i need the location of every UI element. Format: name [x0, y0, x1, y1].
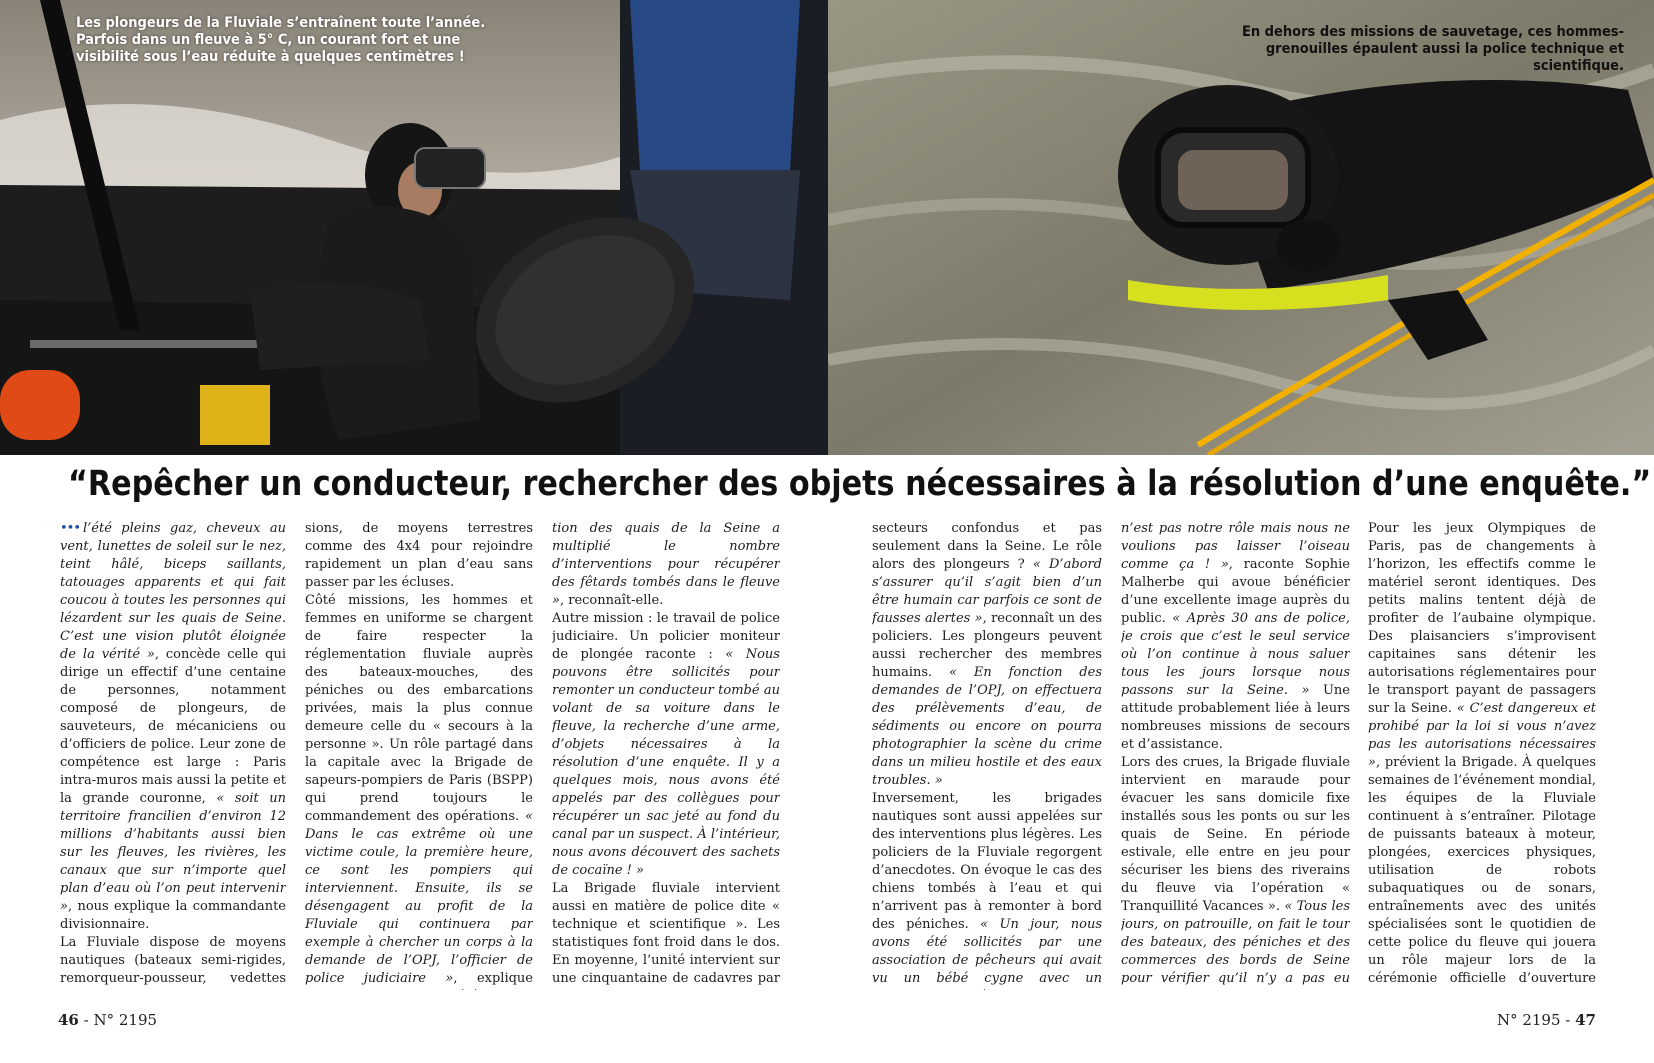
body-text: , explique	[453, 971, 533, 986]
body-text: Autre mission : le travail de police judiciaire. Un policier moniteur de plongée raconte :	[552, 611, 780, 662]
quote-text: « Nous pouvons être sollicités pour remonter un conducteur tombé au volant de sa voiture dans le fleuve, la recherche d’une arme, d’objets nécessaires à la résolution d’une enquête. Il y a quelques mois, nous avons été appelés par des collègues pour récupérer un sac jeté au fond du canal par un suspect. À l’intérieur, nous avons découvert des sachets de cocaïne ! »	[552, 647, 780, 878]
photo-caption-right: En dehors des missions de sauvetage, ces hommes-grenouilles épaulent aussi la police technique et scientifique.	[1241, 24, 1624, 74]
paragraph: La Brigade fluviale intervient aussi en matière de police dite « technique et scientifique ». Les statistiques font froid dans le dos. En moyenne, l’unité intervient sur une cinquantaine de cadavres par	[552, 881, 780, 986]
page-folio-left	[58, 1011, 157, 1029]
article-column-1	[60, 520, 286, 990]
quote-text: « C’est dangereux et prohibé par la loi si vous n’avez pas les autorisations nécessaires »	[1368, 701, 1596, 770]
paragraph	[552, 520, 780, 610]
quote-text: « Tous les jours, on patrouille, on fait le tour des bateaux, des péniches et des commerces des bords de Seine pour vérifier qu’il n’y a pas eu	[1121, 899, 1350, 986]
body-text: , concède celle qui dirige un effectif d’une centaine de personnes, notamment composé de plongeurs, de sauveteurs, de mécaniciens ou d’officiers de police. Leur zone de compétence est large : Paris intra-muros mais aussi la petite et la grande couronne,	[60, 647, 286, 806]
article-column-4	[872, 520, 1102, 990]
paragraph: La Fluviale dispose de moyens nautiques (bateaux semi-rigides, remorqueur-pousseur, vedettes	[60, 935, 286, 986]
issue-number: - N° 2195	[78, 1011, 158, 1029]
photo-diver-on-boat	[0, 0, 828, 455]
quote-text: « D’abord s’assurer qu’il s’agit bien d’un être humain car parfois ce sont de fausses alertes »	[872, 557, 1102, 626]
paragraph	[1121, 754, 1350, 990]
body-text: Pour les jeux Olympiques de Paris, pas de changements à l’horizon, les effectifs comme le matériel seront identiques. Des petits malins tentent déjà de profiter de l’aubaine olympique. Des plaisanciers s’improvisent capitaines sans détenir les autorisations réglementaires pour le transport payant de passagers sur la Seine.	[1368, 521, 1596, 716]
body-text: Inversement, les brigades nautiques sont aussi appelées sur des interventions plus légères. Les policiers de la Fluviale regorgent d’anecdotes. On évoque le cas des chiens tombés à l’eau et qui n’arrivent pas à remonter à bord des péniches.	[872, 791, 1102, 932]
body-text: Une attitude probablement liée à leurs nombreuses missions de secours et d’assistance.	[1121, 683, 1350, 752]
issue-number: N° 2195 -	[1496, 1011, 1576, 1029]
paragraph	[1368, 520, 1596, 990]
quote-text: « Un jour, nous avons été sollicités par une association de pêcheurs qui avait vu un bébé cygne avec un	[872, 917, 1102, 986]
page-number: 46	[58, 1011, 79, 1029]
article-column-6	[1368, 520, 1596, 990]
paragraph	[1121, 520, 1350, 754]
page-folio-right	[1497, 1011, 1596, 1029]
body-text: , raconte Sophie Malherbe qui avoue bénéficier d’une excellente image auprès du public.	[1121, 557, 1350, 626]
paragraph-start-bullets: •••	[60, 521, 81, 536]
paragraph	[872, 790, 1102, 990]
quote-text: l’été pleins gaz, cheveux au vent, lunettes de soleil sur le nez, teint hâlé, biceps saillants, tatouages apparents et qui fait coucou à toutes les personnes qui lézardent sur les quais de Seine. C’est une vision plutôt éloignée de la vérité »	[60, 521, 286, 662]
quote-text: « Dans le cas extrême où une victime coule, la première heure, ce sont les pompiers qui interviennent. Ensuite, ils se désengagent au profit de la Fluviale qui continuera par exemple à chercher un corps à la demande de l’OPJ, l’officier de police judiciaire »	[305, 809, 533, 986]
body-text: Lors des crues, la Brigade fluviale intervient en maraude pour évacuer les sans domicile fixe installés sous les ponts ou sur les quais de Seine. En période estivale, elle entre en jeu pour sécuriser les biens des riverains du fleuve via l’opération « Tranquillité Vacances ».	[1121, 755, 1350, 914]
quote-text: « Après 30 ans de police, je crois que c’est le seul service où l’on continue à nous saluer tous les jours lorsque nous passons sur la Seine. »	[1121, 611, 1350, 698]
body-text: , prévient la Brigade. À quelques semaines de l’événement mondial, les équipes de la Fluviale continuent à s’entraîner. Pilotage de puissants bateaux à moteur, plongées, exercices physiques, utilisation de robots subaquatiques ou de sonars, entraînements avec des unités spécialisées sont le quotidien de cette police du fleuve qui jouera un rôle majeur lors de la cérémonie officielle d’ouverture	[1368, 755, 1596, 986]
paragraph	[305, 592, 533, 990]
paragraph: sions, de moyens terrestres comme des 4x4 pour rejoindre rapidement un plan d’eau sans passer par les écluses.	[305, 521, 533, 590]
article-column-3	[552, 520, 780, 990]
paragraph	[552, 610, 780, 880]
photo-caption-left: Les plongeurs de la Fluviale s’entraînent toute l’année. Parfois dans un fleuve à 5° C, un courant fort et une visibilité sous l’eau réduite à quelques centimètres !	[76, 15, 486, 65]
body-text: , nous explique la commandante divisionnaire.	[60, 899, 286, 932]
quote-text: « En fonction des demandes de l’OPJ, on effectuera des prélèvements d’eau, de sédiments ou encore on pourra photographier la scène du crime dans un milieu hostile et des eaux troubles. »	[872, 665, 1102, 788]
page-number: 47	[1575, 1011, 1596, 1029]
paragraph	[872, 520, 1102, 790]
body-text: , reconnaît-elle.	[559, 593, 664, 608]
quote-text: n’est pas notre rôle mais nous ne voulions pas laisser l’oiseau comme ça ! »	[1121, 521, 1350, 572]
body-text: secteurs confondus et pas seulement dans la Seine. Le rôle alors des plongeurs ?	[872, 521, 1102, 572]
pull-quote: “Repêcher un conducteur, rechercher des objets nécessaires à la résolution d’une enquête.”	[68, 464, 1652, 504]
quote-text: « soit un territoire francilien d’environ 12 millions d’habitants aussi bien sur les fleuves, les rivières, les canaux que sur n’importe quel plan d’eau où l’on peut intervenir »	[60, 791, 286, 914]
quote-text: tion des quais de la Seine a multiplié le nombre d’interventions pour récupérer des fêtards tombés dans le fleuve »	[552, 521, 780, 608]
article-column-2	[305, 520, 533, 990]
body-text: Côté missions, les hommes et femmes en uniforme se chargent de faire respecter la réglementation fluviale auprès des bateaux-mouches, des péniches ou des embarcations privées, mais la plus connue demeure celle du « secours à la personne ». Un rôle partagé dans la capitale avec la Brigade de sapeurs-pompiers de Paris (BSPP) qui prend toujours le commandement des opérations.	[305, 593, 533, 824]
article-column-5	[1121, 520, 1350, 990]
paragraph	[60, 520, 286, 934]
body-text: , reconnaît un des policiers. Les plongeurs peuvent aussi rechercher des membres humains.	[872, 611, 1102, 680]
